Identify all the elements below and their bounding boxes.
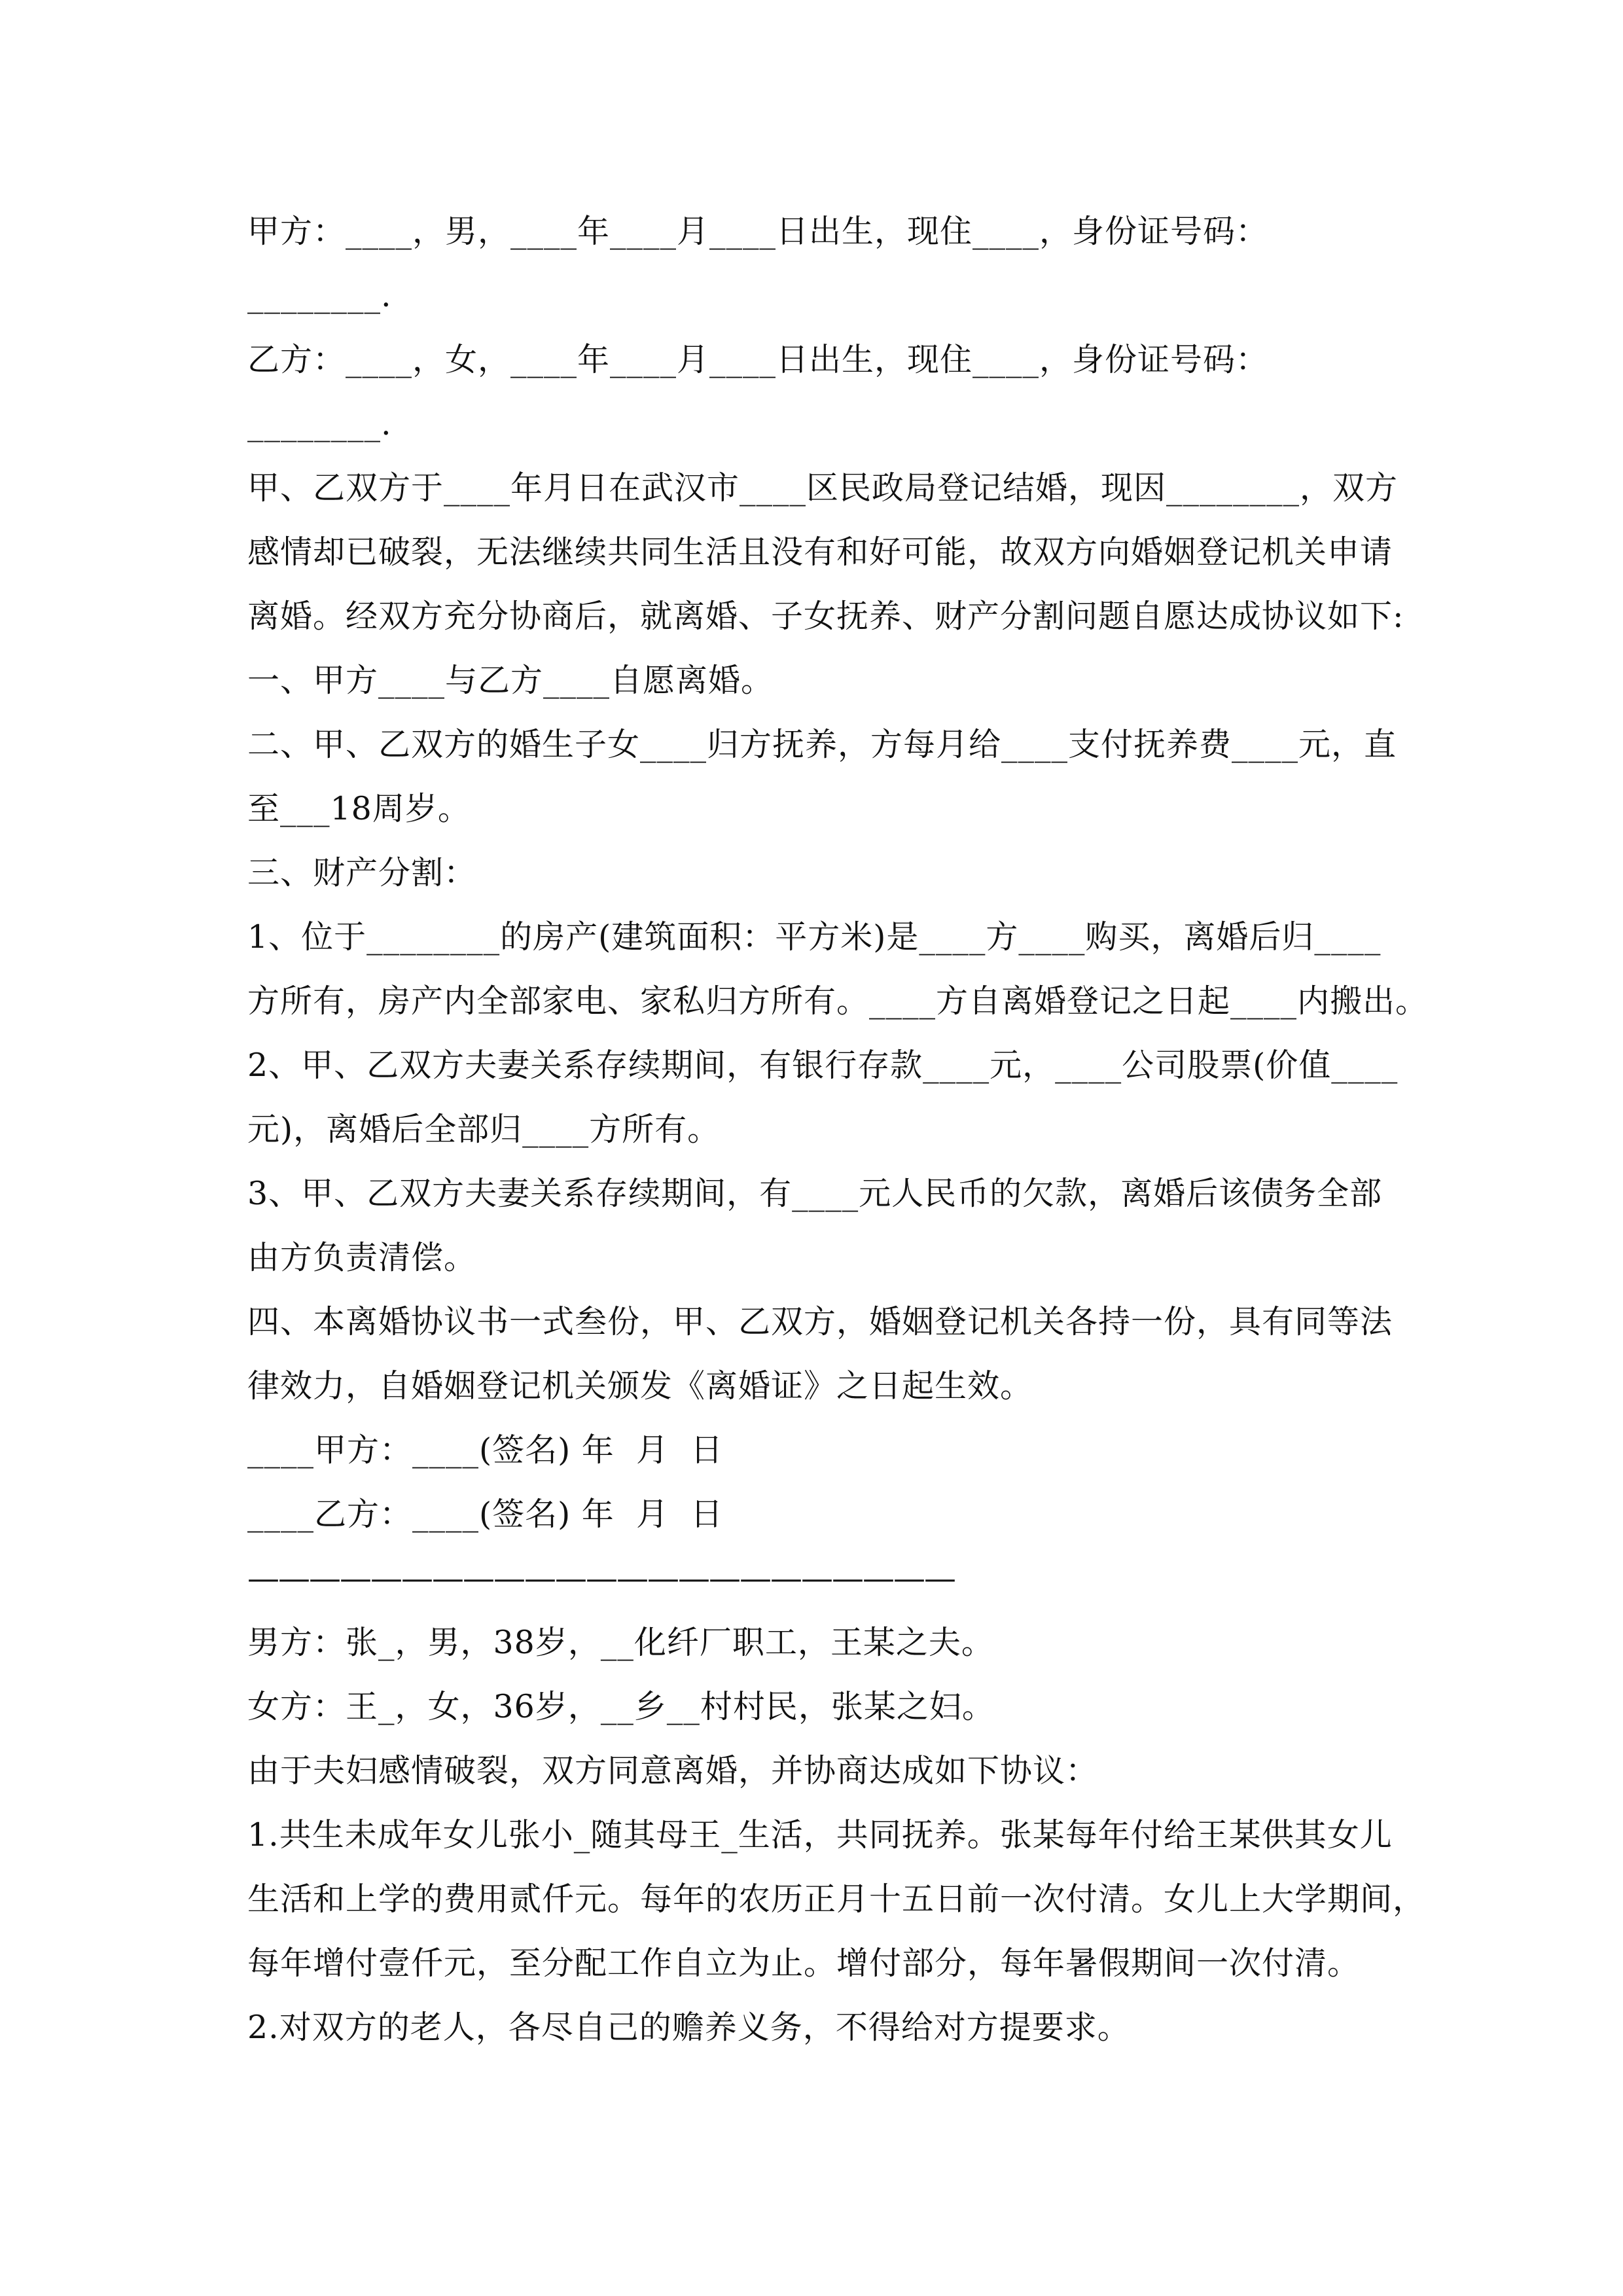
item-3-2-line-2: 元)，离婚后全部归____方所有。 <box>247 1111 721 1148</box>
woman-info: 女方：王_，女，36岁，__乡__村村民，张某之妇。 <box>247 1688 995 1725</box>
intro-line-3: 离婚。经双方充分协商后，就离婚、子女抚养、财产分割问题自愿达成协议如下: <box>247 598 1404 635</box>
item-2-line-1: 二、甲、乙双方的婚生子女____归方抚养，方每月给____支付抚养费____元，直 <box>247 726 1397 763</box>
clause-1-line-3: 每年增付壹仟元，至分配工作自立为止。增付部分，每年暑假期间一次付清。 <box>247 1945 1361 1982</box>
intro-line-1: 甲、乙双方于____年月日在武汉市____区民政局登记结婚，现因________，双方 <box>247 469 1399 507</box>
party-b-id-line: ________. <box>247 405 392 442</box>
clause-1-line-2: 生活和上学的费用贰仟元。每年的农历正月十五日前一次付清。女儿上大学期间， <box>247 1880 1426 1918</box>
item-1: 一、甲方____与乙方____自愿离婚。 <box>247 662 774 699</box>
item-4-line-1: 四、本离婚协议书一式叁份，甲、乙双方，婚姻登记机关各持一份，具有同等法 <box>247 1303 1393 1340</box>
item-3-1-line-1: 1、位于________的房产(建筑面积：平方米)是____方____购买，离婚后归____ <box>247 918 1382 956</box>
clause-1-line-1: 1.共生未成年女儿张小_随其母王_生活，共同抚养。张某每年付给王某供其女儿 <box>247 1816 1393 1854</box>
item-3-heading: 三、财产分割： <box>247 854 477 891</box>
party-a-id-line: ________. <box>247 277 392 314</box>
party-a-line: 甲方：____，男，____年____月____日出生，现住____，身份证号码： <box>247 213 1269 250</box>
item-3-2-line-1: 2、甲、乙双方夫妻关系存续期间，有银行存款____元，____公司股票(价值____ <box>247 1047 1399 1084</box>
item-3-1-line-2: 方所有，房产内全部家电、家私归方所有。____方自离婚登记之日起____内搬出。 <box>247 982 1429 1020</box>
item-4-line-2: 律效力，自婚姻登记机关颁发《离婚证》之日起生效。 <box>247 1367 1033 1405</box>
agreement-intro: 由于夫妇感情破裂，双方同意离婚，并协商达成如下协议： <box>247 1752 1099 1789</box>
item-2-line-2: 至___18周岁。 <box>247 790 471 827</box>
document-body <box>247 200 1429 2060</box>
clause-2: 2.对双方的老人，各尽自己的赡养义务，不得给对方提要求。 <box>247 2009 1130 2046</box>
party-b-line: 乙方：____，女，____年____月____日出生，现住____，身份证号码： <box>247 341 1269 378</box>
separator-line: ——————————————————————— <box>247 1560 955 1597</box>
man-info: 男方：张_，男，38岁，__化纤厂职工，王某之夫。 <box>247 1624 994 1661</box>
signature-a: ____甲方：____(签名) 年 月 日 <box>247 1431 724 1469</box>
item-3-3-line-2: 由方负责清偿。 <box>247 1239 477 1276</box>
intro-line-2: 感情却已破裂，无法继续共同生活且没有和好可能，故双方向婚姻登记机关申请 <box>247 533 1393 571</box>
signature-b: ____乙方：____(签名) 年 月 日 <box>247 1496 724 1533</box>
item-3-3-line-1: 3、甲、乙双方夫妻关系存续期间，有____元人民币的欠款，离婚后该债务全部 <box>247 1175 1383 1212</box>
